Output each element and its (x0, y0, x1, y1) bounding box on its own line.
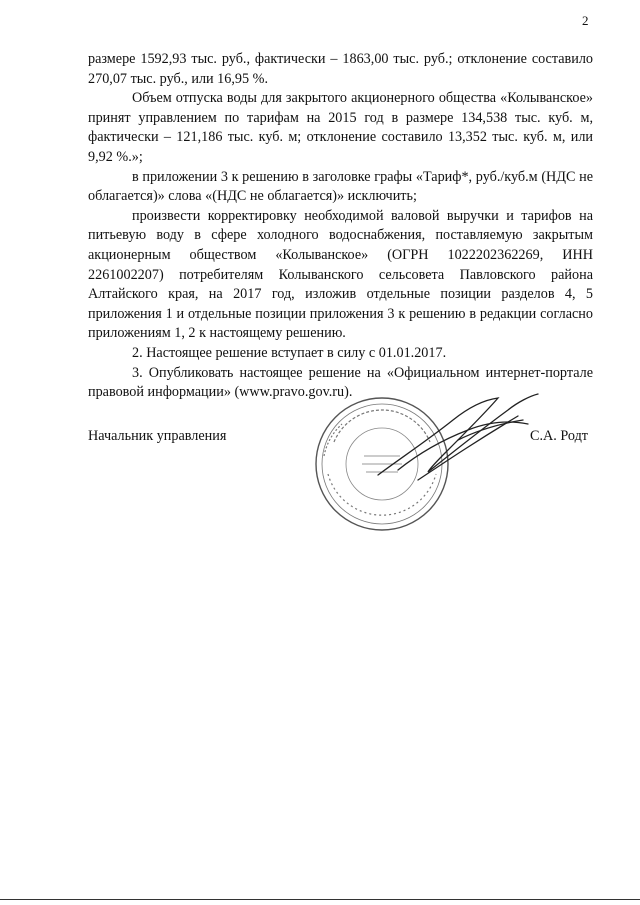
handwritten-signature (358, 380, 558, 500)
paragraph-3: в приложении 3 к решению в заголовке графы «Тариф*, руб./куб.м (НДС не облагается)» слова «(НДС не облагается)» исключить; (88, 168, 593, 205)
signature-block (0, 420, 640, 530)
document-body (88, 50, 593, 403)
page-number: 2 (582, 13, 589, 28)
paragraph-6: 3. Опубликовать настоящее решение на «Официальном интернет-портале правовой информации» (www.pravo.gov.ru). (88, 364, 593, 401)
signer-name: С.А. Родт (530, 428, 588, 444)
paragraph-1: размере 1592,93 тыс. руб., фактически – 1863,00 тыс. руб.; отклонение составило 270,07 тыс. руб., или 16,95 %. (88, 51, 593, 87)
paragraph-2: Объем отпуска воды для закрытого акционерного общества «Колыванское» принят управлением по тарифам на 2015 год в размере 134,538 тыс. куб. м, фактически – 121,186 тыс. куб. м; отклонение составило 13,352 тыс. куб. м, или 9,92 %.»; (88, 90, 593, 165)
signer-position: Начальник управления (88, 428, 227, 444)
paragraph-4: произвести корректировку необходимой валовой выручки и тарифов на питьевую воду в сфере холодного водоснабжения, поставляемую закрытым акционерным обществом «Колыванское» (ОГРН 1022202362269, ИНН 2261002207) потребителям Колыванского сельсовета Павловского района Алтайского края, на 2017 год, изложив отдельные позиции разделов 4, 5 приложения 1 и отдельные позиции приложения 3 к решению в редакции согласно приложениям 1, 2 к настоящему решению. (88, 207, 593, 342)
paragraph-5: 2. Настоящее решение вступает в силу с 01.01.2017. (132, 344, 447, 361)
bottom-edge-line (0, 899, 640, 900)
